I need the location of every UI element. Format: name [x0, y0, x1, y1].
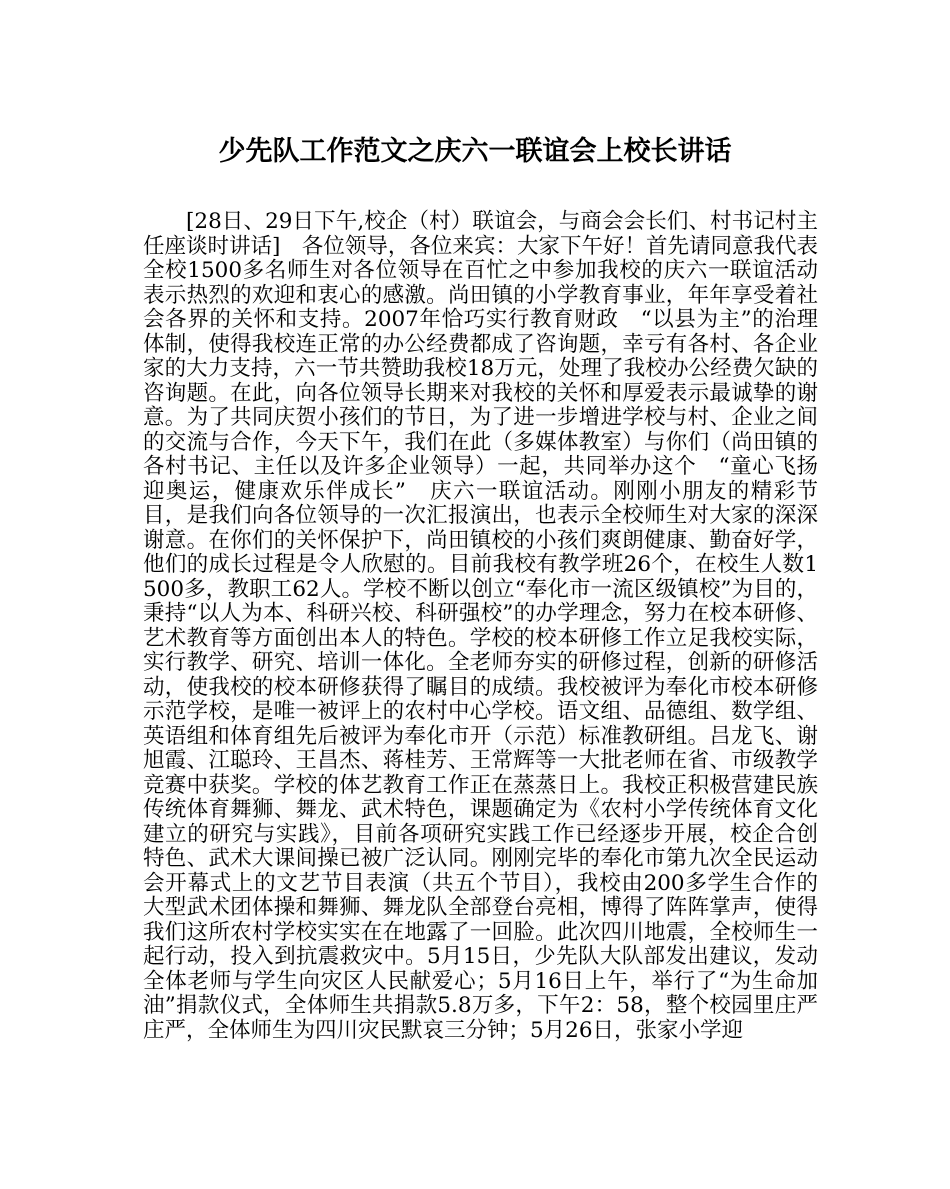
document-body-paragraph: [28日、29日下午,校企（村）联谊会，与商会会长们、村书记村主任座谈时讲话] 各位领导，各位来宾：大家下午好！首先请同意我代表全校1500多名师生对各位领导在百忙之中参加我校的庆六一联谊活动表示热烈的欢迎和衷心的感激。尚田镇的小学教育事业，年年享受着社会各界的关怀和支持。2007年恰巧实行教育财政 “以县为主”的治理体制，使得我校连正常的办公经费都成了咨询题，幸亏有各村、各企业家的大力支持，六一节共赞助我校18万元，处理了我校办公经费欠缺的咨询题。在此，向各位领导长期来对我校的关怀和厚爱表示最诚挚的谢意。为了共同庆贺小孩们的节日，为了进一步增进学校与村、企业之间的交流与合作，今天下午，我们在此（多媒体教室）与你们（尚田镇的各村书记、主任以及许多企业领导）一起，共同举办这个 “童心飞扬迎奥运，健康欢乐伴成长” 庆六一联谊活动。刚刚小朋友的精彩节目，是我们向各位领导的一次汇报演出，也表示全校师生对大家的深深谢意。在你们的关怀保护下，尚田镇校的小孩们爽朗健康、勤奋好学，他们的成长过程是令人欣慰的。目前我校有教学班26个，在校生人数1500多，教职工62人。学校不断以创立“奉化市一流区级镇校”为目的，秉持“以人为本、科研兴校、科研强校”的办学理念，努力在校本研修、艺术教育等方面创出本人的特色。学校的校本研修工作立足我校实际，实行教学、研究、培训一体化。全老师夯实的研修过程，创新的研修活动，使我校的校本研修获得了瞩目的成绩。我校被评为奉化市校本研修示范学校，是唯一被评上的农村中心学校。语文组、品德组、数学组、英语组和体育组先后被评为奉化市开（示范）标准教研组。吕龙飞、谢旭霞、江聪玲、王昌杰、蒋桂芳、王常辉等一大批老师在省、市级教学竞赛中获奖。学校的体艺教育工作正在蒸蒸日上。我校正积极营建民族传统体育舞狮、舞龙、武术特色，课题确定为《农村小学传统体育文化建立的研究与实践》，目前各项研究实践工作已经逐步开展，校企合创特色、武术大课间操已被广泛认同。刚刚完毕的奉化市第九次全民运动会开幕式上的文艺节目表演（共五个节目），我校由200多学生合作的大型武术团体操和舞狮、舞龙队全部登台亮相，博得了阵阵掌声，使得我们这所农村学校实实在在地露了一回脸。此次四川地震，全校师生一起行动，投入到抗震救灾中。5月15日，少先队大队部发出建议，发动全体老师与学生向灾区人民献爱心；5月16日上午，举行了“为生命加油”捐款仪式，全体师生共捐款5.8万多，下午2：58，整个校园里庄严庄严，全体师生为四川灾民默哀三分钟；5月26日，张家小学迎 — [143, 209, 818, 1043]
document-title: 少先队工作范文之庆六一联谊会上校长讲话 — [218, 136, 732, 167]
